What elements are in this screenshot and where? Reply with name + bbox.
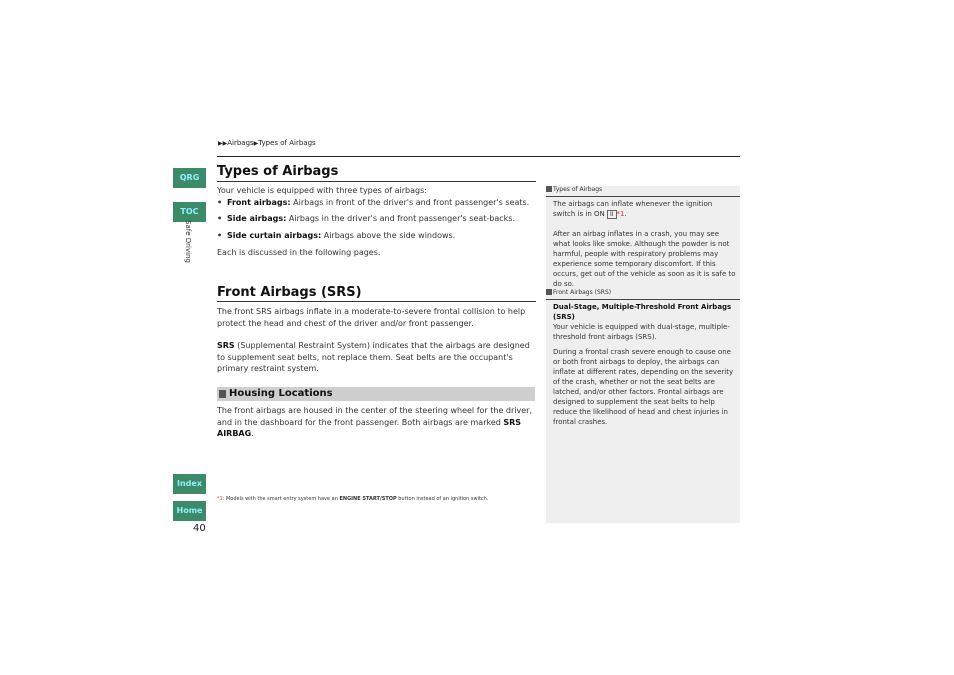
- note-heading-front: [546, 289, 611, 296]
- footnote-text-after: button instead of an ignition switch.: [396, 496, 489, 502]
- housing-end: .: [251, 429, 254, 438]
- bullet-text: Airbags above the side windows.: [321, 231, 456, 240]
- note-divider: [546, 299, 740, 300]
- note-smoke: After an airbag inflates in a crash, you may see what looks like smoke. Although the powder is not harmful, people with respiratory problems may experience some temporary discomfort. If this occurs, get out of the vehicle as soon as it is safe to do so.: [553, 230, 736, 288]
- srs-text: (Supplemental Restraint System) indicates that the airbags are designed to supplement seat belts, not replace them. Seat belts are the occupant's primary restraint system.: [217, 341, 530, 373]
- note-subheading: Dual-Stage, Multiple-Threshold Front Airbags (SRS): [553, 303, 732, 321]
- list-item: [217, 213, 537, 225]
- note-divider: [546, 196, 740, 197]
- breadcrumb-separator-icon: ▶: [253, 140, 259, 147]
- srs-term: SRS: [217, 341, 235, 350]
- index-button[interactable]: Index: [173, 474, 206, 494]
- bullet-text: Airbags in the driver's and front passenger's seat-backs.: [286, 214, 516, 223]
- section-title-front-airbags: Front Airbags (SRS): [217, 285, 362, 300]
- srs-para: [217, 340, 537, 375]
- breadcrumb-arrows-icon: ▶▶: [218, 140, 228, 147]
- footnote-text-before: : Models with the smart entry system have an: [222, 496, 340, 502]
- bullet-icon: •: [217, 214, 223, 223]
- bullet-icon: •: [217, 198, 223, 207]
- section-title-divider: [217, 181, 536, 182]
- footnote: [217, 496, 488, 502]
- header-divider: [217, 156, 740, 157]
- types-intro: Your vehicle is equipped with three types of airbags:: [217, 186, 427, 195]
- note-ignition-end: .: [624, 210, 627, 218]
- section-title-divider: [217, 301, 536, 302]
- qrg-button[interactable]: QRG: [173, 168, 206, 188]
- bullet-term: Side curtain airbags:: [227, 231, 322, 240]
- footnote-mark: *1: [217, 496, 223, 502]
- housing-text: The front airbags are housed in the center of the steering wheel for the driver, and in the dashboard for the front passenger. Both airbags are marked: [217, 406, 532, 427]
- list-item: [217, 230, 537, 242]
- note-heading-types: [546, 186, 602, 193]
- note-icon: [546, 186, 552, 192]
- bullet-icon: •: [217, 231, 223, 240]
- note-heading-text: Types of Airbags: [553, 186, 603, 193]
- footnote-term: ENGINE START/STOP: [339, 496, 397, 502]
- breadcrumb-parent[interactable]: Airbags: [227, 139, 254, 147]
- note-heading-text: Front Airbags (SRS): [553, 289, 612, 296]
- ignition-position-icon: II: [607, 210, 617, 219]
- toc-button[interactable]: TOC: [173, 202, 206, 222]
- breadcrumb-current: Types of Airbags: [258, 139, 316, 147]
- note-frontal-crash: During a frontal crash severe enough to cause one or both front airbags to deploy, the airbags can inflate at different rates, depending on the severity of the crash, whether or not the seat belts are latched, and/or other factors. Frontal airbags are designed to supplement the seat belts to help reduce the likelihood of head and chest injuries in frontal crashes.: [553, 348, 734, 426]
- list-item: [217, 197, 537, 209]
- home-button[interactable]: Home: [173, 501, 206, 521]
- bullet-term: Front airbags:: [227, 198, 291, 207]
- bullet-text: Airbags in front of the driver's and front passenger's seats.: [290, 198, 530, 207]
- types-outro: Each is discussed in the following pages.: [217, 248, 381, 257]
- front-airbags-para: The front SRS airbags inflate in a moderate-to-severe frontal collision to help protect the head and chest of the driver and/or front passenger.: [217, 307, 526, 328]
- section-title-types: Types of Airbags: [217, 164, 339, 179]
- housing-term: SRS AIRBAG: [217, 417, 522, 438]
- page-number: 40: [193, 523, 206, 534]
- subheading-housing-locations: Housing Locations: [229, 388, 333, 399]
- note-dual-stage: Your vehicle is equipped with dual-stage, multiple-threshold front airbags (SRS).: [553, 323, 730, 341]
- housing-para: [217, 405, 537, 440]
- square-bullet-icon: [219, 390, 226, 398]
- bullet-term: Side airbags:: [227, 214, 287, 223]
- note-footnote-mark: *1: [616, 210, 625, 218]
- breadcrumb: [218, 139, 316, 147]
- note-ignition-text: The airbags can inflate whenever the ignition switch is in ON: [553, 200, 713, 218]
- note-icon: [546, 289, 552, 295]
- chapter-tab: Safe Driving: [184, 220, 192, 263]
- note-ignition: [553, 199, 736, 219]
